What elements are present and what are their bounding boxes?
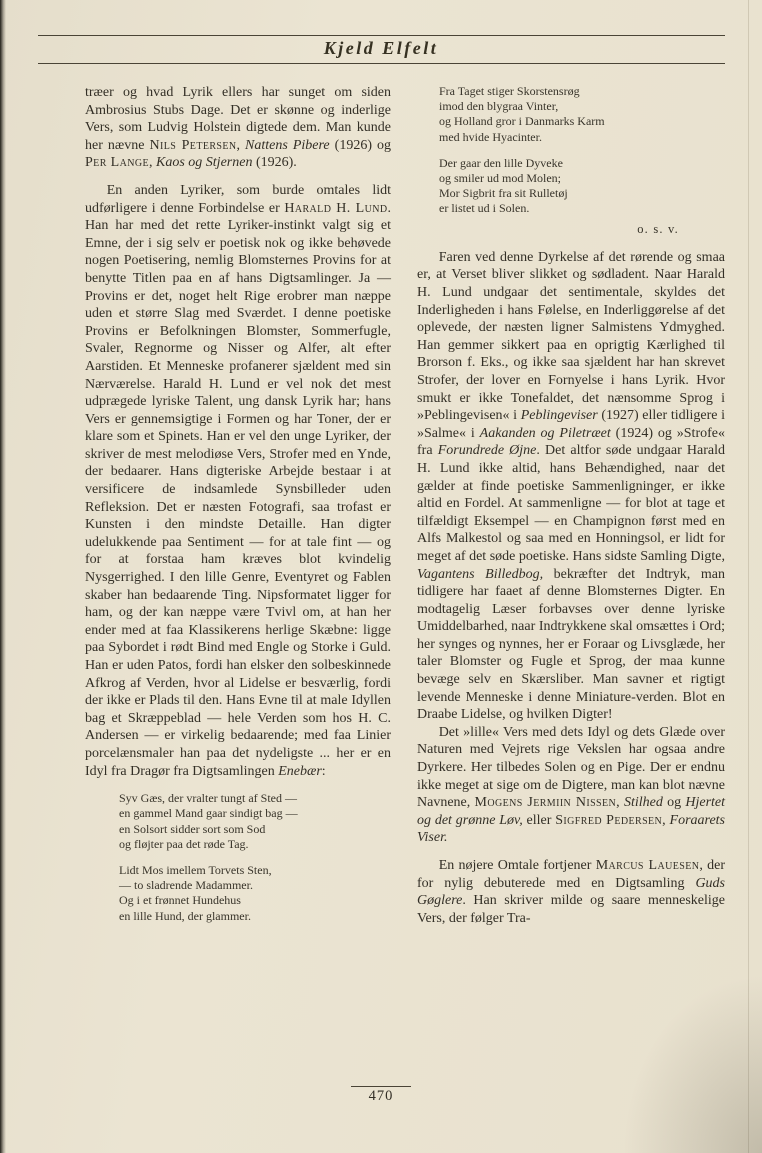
scan-edge-left [0,0,6,1153]
right-column-text [417,249,725,928]
verse-line: imod den blygraa Vinter, [439,99,559,114]
text-run: , der for nylig debuterede med en Digtsamling [417,858,725,891]
book-title-italic: Peblingeviser [520,408,598,424]
scan-corner-shadow [622,973,762,1153]
text-run: . Det altfor søde undgaar Harald H. Lund ikke altid, hans Behændighed, naar det gælder at finde poetiske Sammenligninger, er ikke altid en Fordel. At sammenligne — for blot at tage et tilfældigt Eksempel — en Champignon først med en Alfs Malkestol og saa med en Honningsol, er lidt for meget af det søde poetiske. Hans sidste Samling Digte, [417,443,725,564]
verse-line: og Holland gror i Danmarks Karm [439,114,605,129]
page-number-rule [351,1086,411,1087]
author-name-smallcaps: Sigfred Pedersen [555,812,663,828]
left-verse-block [85,791,391,924]
header-rule-bottom [38,63,725,64]
book-title-italic: Hjertet og det grønne Løv, [417,795,726,828]
text-run: , [149,155,156,171]
text-run: Det »lille« Vers med dets Idyl og dets Glæde over Naturen med Vejrets rige Vekslen har ogsaa andre Dyrkere. Her tilbedes Solen og en Pige. Der er endnu ikke meget at sige om de Digtere, man kan blot nævne Navnene, [417,724,725,811]
verse-line: Mor Sigbrit fra sit Rulletøj [439,186,568,201]
verse-stanza [439,156,725,217]
right-verse-block [417,84,725,237]
text-run: (1926). [252,155,297,171]
author-name-smallcaps: Harald H. Lund [284,200,388,216]
verse-line: en lille Hund, der glammer. [119,908,251,923]
running-header-title: Kjeld Elfelt [323,38,439,58]
text-run: (1924) og »Strofe« fra [417,425,725,459]
paragraph [85,84,391,172]
paragraph [417,857,725,927]
verse-line: Der gaar den lille Dyveke [439,155,563,170]
text-run: Faren ved denne Dyrkelse af det rørende og smaa er, at Verset bliver slikket og sødladent. Naar Harald H. Lund undgaar det sentimentale, skyldes det Inderligheden i hans Følelse, en Inderliggørelse af det oplevede, der næsten ligner Salmistens Ydmyghed. Han gemmer sikkert paa en oprigtig Kærlighed til Brorson f. Eks., og ikke saa sjældent har han skrevet Strofer, der lover en Fornyelse i hans Lyrik. Hvor smukt er ikke Tonefaldet, det nænsomme Sprog i »Peblingevisen« i [417,249,725,424]
book-title-italic: Guds Gøglere [417,875,725,909]
book-title-italic: Kaos og Stjernen [156,155,253,171]
left-column-text [85,84,391,780]
paragraph [85,182,391,780]
author-name-smallcaps: Nils Petersen [149,137,237,153]
text-run: træer og hvad Lyrik ellers har sunget om siden Ambrosius Stubs Dage. Det er skønne og inderlige Vers, som Ludvig Holstein digtede dem. Man kunde her nævne [85,85,391,153]
verse-line: med hvide Hyacinter. [439,129,542,144]
text-run: (1926) og [329,137,392,153]
author-name-smallcaps: Per Lange [85,155,149,171]
right-column [417,84,725,927]
verse-line: Og i et frønnet Hundehus [119,893,241,908]
verse-etcetera: o. s. v. [637,221,679,236]
verse-line: Lidt Mos imellem Torvets Sten, [119,862,272,877]
text-run: og [662,795,686,811]
verse-line: og fløjter paa det røde Tag. [119,836,249,851]
text-run: . Han skriver milde og saare menneskelige Vers, der følger Tra- [417,893,725,926]
book-title-italic: Vagantens Billedbog, [417,566,544,582]
verse-line: en Solsort sidder sort som Sod [119,821,266,836]
text-run: bekræfter det Indtryk, man tidligere har faaet af denne Blomsternes Digter. En modtagelig Læser forbavses over denne lyriske Umiddelbarhed, naar Indtrykkene skal omsættes i Ord; her synges og nynnes, her er Foraar og Livsglæde, her taler Blomster og Fugle et Sprog, der maa kunne bevæge selv en Skærsliber. Man savner et rigtigt levende Menneske i denne Miniature-verden. Blot en Draabe Lidelse, og hvilken Digter! [417,566,725,723]
book-title-italic: Forundrede Øjne [437,443,537,459]
verse-line: Syv Gæs, der vralter tungt af Sted — [119,791,297,806]
author-name-smallcaps: Marcus Lauesen [595,858,700,874]
text-run: En anden Lyriker, som burde omtales lidt udførligere i denne Forbindelse er [85,182,391,216]
book-title-italic: Foraarets Viser. [417,812,725,846]
verse-line: er listet ud i Solen. [439,201,530,216]
left-column [85,84,391,927]
verse-line: en gammel Mand gaar sindigt bag — [119,806,298,821]
author-name-smallcaps: Mogens Jermiin Nissen [474,795,617,811]
verse-stanza [439,84,725,145]
text-run: eller [522,812,556,828]
book-title-italic: Enebær [278,763,322,779]
text-run: En nøjere Omtale fortjener [438,858,596,874]
paragraph [417,249,725,724]
text-run: (1927) eller tidligere i »Salme« i [417,408,725,441]
book-title-italic: Aakanden og Piletræet [479,425,611,441]
book-title-italic: Stilhed [623,795,663,811]
page-number: 470 [368,1088,394,1104]
verse-line: — to sladrende Madammer. [119,878,253,893]
book-title-italic: Nattens Pibere [245,137,330,153]
paragraph [417,724,725,847]
text-run: . Han har med det rette Lyriker-instinkt valgt sig et Emne, der i sig selv er poetisk nok og ikke behøvede nogen Poetisering, nemlig Blomsternes Provins for at benytte Titlen paa en af hans Digtsamlinger. Ja — Provins er det, noget helt Rige erobrer man næppe uden et større Slag med Sværdet. I denne poetiske Provins er Befolkningen Blomster, Sommerfugle, Svaler, Regnorme og Nisser og Alfer, alt efter Aarstiden. Et Menneske profanerer sjældent med sin Nærværelse. Harald H. Lund er vel nok det mest udprægede lyriske Talent, ung dansk Lyrik har; hans Vers er gennemsigtige i Formen og har Toner, der er klare som et Spinets. Han er vel den unge Lyriker, der skriver de mest melodiøse Vers, Strofer med en Ynde, der bedaarer. Hans digteriske Arbejde bestaar i at versificere de indsamlede Synsbilleder uden Refleksion. Det er næsten Fotografi, saa trofast er Kunsten i den mindste Detaille. Han digter udelukkende paa Sentiment — for at tale fint — og for at forstaa ham kræves blot kvindelig Nysgerrighed. I den lille Genre, Eventyret og Fablen skaber han bedaarende Ting. Nipsformatet ligger for ham, og der kan næppe være Tvivl om, at han her ender med at faa Klassikerens herlige Skæbne: ligge paa Sybordet i rødt Bind med Engle og Storke i Guld. Han er uden Patos, fordi han elsker den solbeskinnede Afkrog af Verden, hvor al Lidelse er besværlig, fordi der ikke er Plads til den. Hans Evne til at male Idyllen bag et Skræppeblad — hele Verden som hos H. C. Andersen — er virkelig bedaarende; med faa Linier porcelænsmaler han paa det nydeligste ... her er en Idyl fra Dragør fra Digtsamlingen [85,200,391,779]
text-columns [85,84,725,927]
text-run: : [321,763,326,779]
header-rule-top [38,35,725,36]
text-run: , [616,795,624,811]
verse-stanza [119,863,391,924]
page-number-block [351,1086,411,1105]
verse-stanza [119,791,391,852]
text-run: , [662,812,670,828]
text-run: , [236,137,246,153]
verse-line: og smiler ud mod Molen; [439,171,561,186]
verse-line: Fra Taget stiger Skorstensrøg [439,84,580,98]
